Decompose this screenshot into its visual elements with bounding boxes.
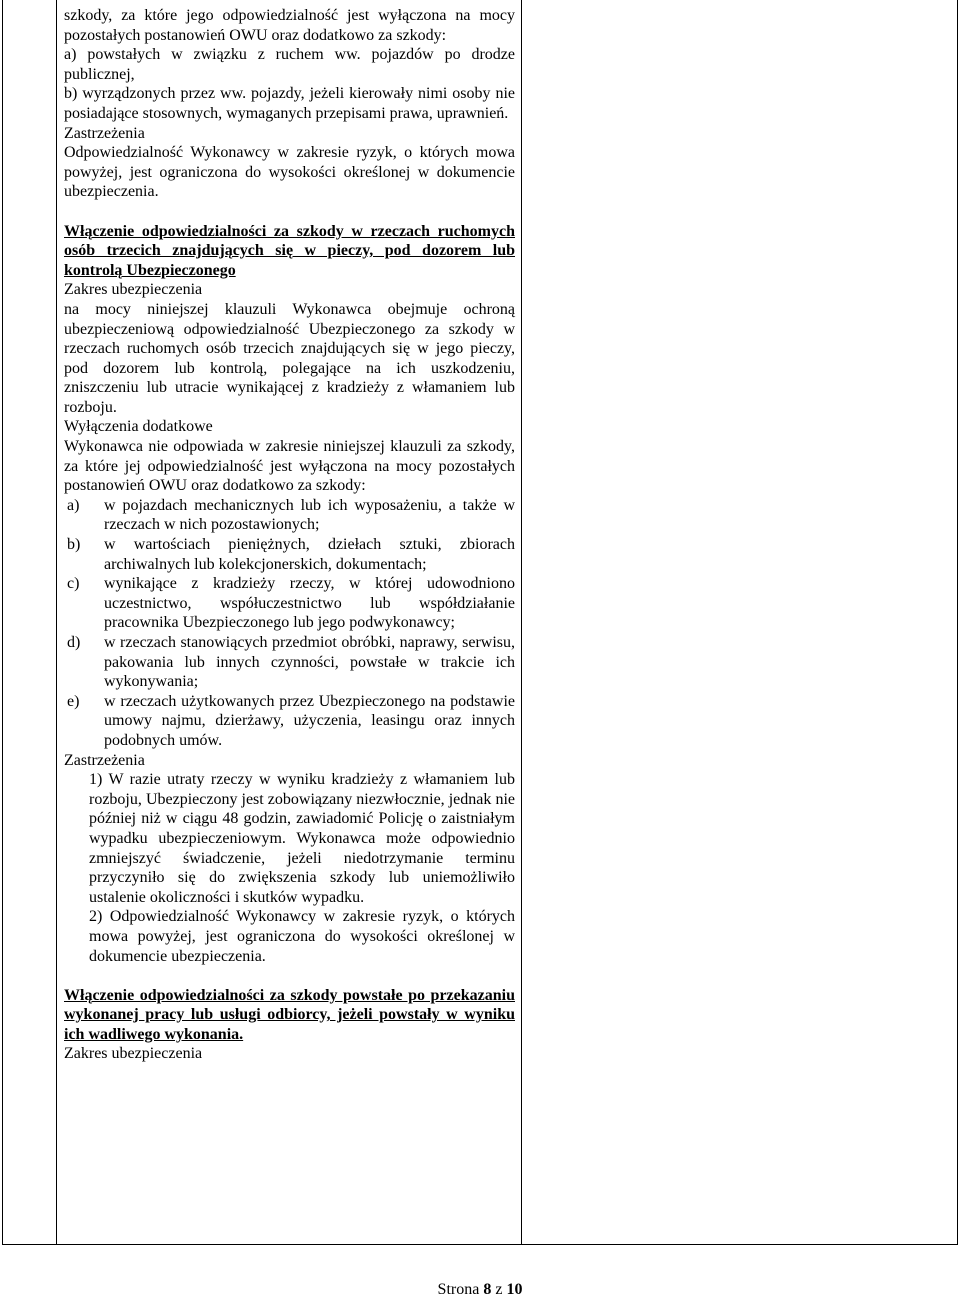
paragraph: Odpowiedzialność Wykonawcy w zakresie ryzyk, o których mowa powyżej, jest ograniczona do wysokości określonej w dokumencie ubezpieczenia. (64, 144, 515, 201)
scope-text: na mocy niniejszej klauzuli Wykonawca obejmuje ochroną ubezpieczeniową odpowiedzialność Ubezpieczonego za szkody w rzeczach ruchomych osób trzecich znajdujących się w jego pieczy, pod dozorem lub kontrolą, polegające na ich uszkodzeniu, zniszczeniu lub utracie wynikającej z kradzieży z włamaniem lub rozboju. (64, 300, 515, 416)
page-footer (0, 1280, 960, 1300)
section-heading: Włączenie odpowiedzialności za szkody w rzeczach ruchomych osób trzecich znajdujących się w pieczy, pod dozorem lub kontrolą Ubezpieczonego (64, 222, 515, 279)
table-column-divider-left (56, 0, 57, 1245)
table-column-divider-right (521, 0, 522, 1245)
page-number: 8 (483, 1281, 492, 1298)
page-of-label: z (495, 1281, 503, 1298)
exclusion-item: b) w wartościach pieniężnych, dziełach sztuki, zbiorach archiwalnych lub kolekcjonerskich, dokumentach; (67, 536, 515, 573)
reservation-item: 2) Odpowiedzialność Wykonawcy w zakresie ryzyk, o których mowa powyżej, jest ograniczona do wysokości określonej w dokumencie ubezpieczenia. (89, 908, 515, 965)
page-total: 10 (506, 1281, 523, 1298)
scope-label: Zakres ubezpieczenia (64, 281, 203, 299)
exclusion-item: a) w pojazdach mechanicznych lub ich wyposażeniu, a także w rzeczach w nich pozostawionych; (67, 496, 515, 534)
exclusions-intro: Wykonawca nie odpowiada w zakresie niniejszej klauzuli za szkody, za które jej odpowiedzialność jest wyłączona na mocy pozostałych postanowień OWU oraz dodatkowo za szkody: (64, 438, 515, 495)
exclusions-label: Wyłączenia dodatkowe (64, 418, 213, 436)
reservations-label: Zastrzeżenia (64, 124, 145, 142)
content-column (64, 6, 515, 1064)
page-label: Strona (437, 1281, 480, 1298)
paragraph: szkody, za które jego odpowiedzialność jest wyłączona na mocy pozostałych postanowień OWU oraz dodatkowo za szkody: (64, 7, 515, 44)
paragraph: b) wyrządzonych przez ww. pojazdy, jeżeli kierowały nimi osoby nie posiadające stosownych, wymaganych przepisami prawa, uprawnień. (64, 85, 515, 122)
reservation-item: 1) W razie utraty rzeczy w wyniku kradzieży z włamaniem lub rozboju, Ubezpieczony jest zobowiązany niezwłocznie, jednak nie później niż w ciągu 48 godzin, zawiadomić Policję o zaistniałym wypadku ubezpieczeniowym. Wykonawca może odpowiednio zmniejszyć świadczenie, jeżeli niedotrzymanie terminu przyczyniło się do zwiększenia szkody lub uniemożliwiło ustalenie okoliczności i skutków wypadku. (89, 771, 515, 906)
exclusion-item: c) wynikające z kradzieży rzeczy, w której udowodniono uczestnictwo, współuczestnictwo lub współdziałanie pracownika Ubezpieczonego lub jego podwykonawcy; (67, 575, 515, 632)
reservations-label: Zastrzeżenia (64, 751, 145, 769)
exclusion-item: d) w rzeczach stanowiących przedmiot obróbki, naprawy, serwisu, pakowania lub innych czynności, powstałe w trakcie ich wykonywania; (67, 634, 515, 691)
paragraph: a) powstałych w związku z ruchem ww. pojazdów po drodze publicznej, (64, 46, 515, 83)
section-heading: Włączenie odpowiedzialności za szkody powstałe po przekazaniu wykonanej pracy lub usługi odbiorcy, jeżeli powstały w wyniku ich wadliwego wykonania. (64, 986, 515, 1043)
exclusion-item: e) w rzeczach użytkowanych przez Ubezpieczonego na podstawie umowy najmu, dzierżawy, użyczenia, leasingu oraz innych podobnych umów. (67, 692, 515, 749)
scope-label: Zakres ubezpieczenia (64, 1045, 203, 1063)
